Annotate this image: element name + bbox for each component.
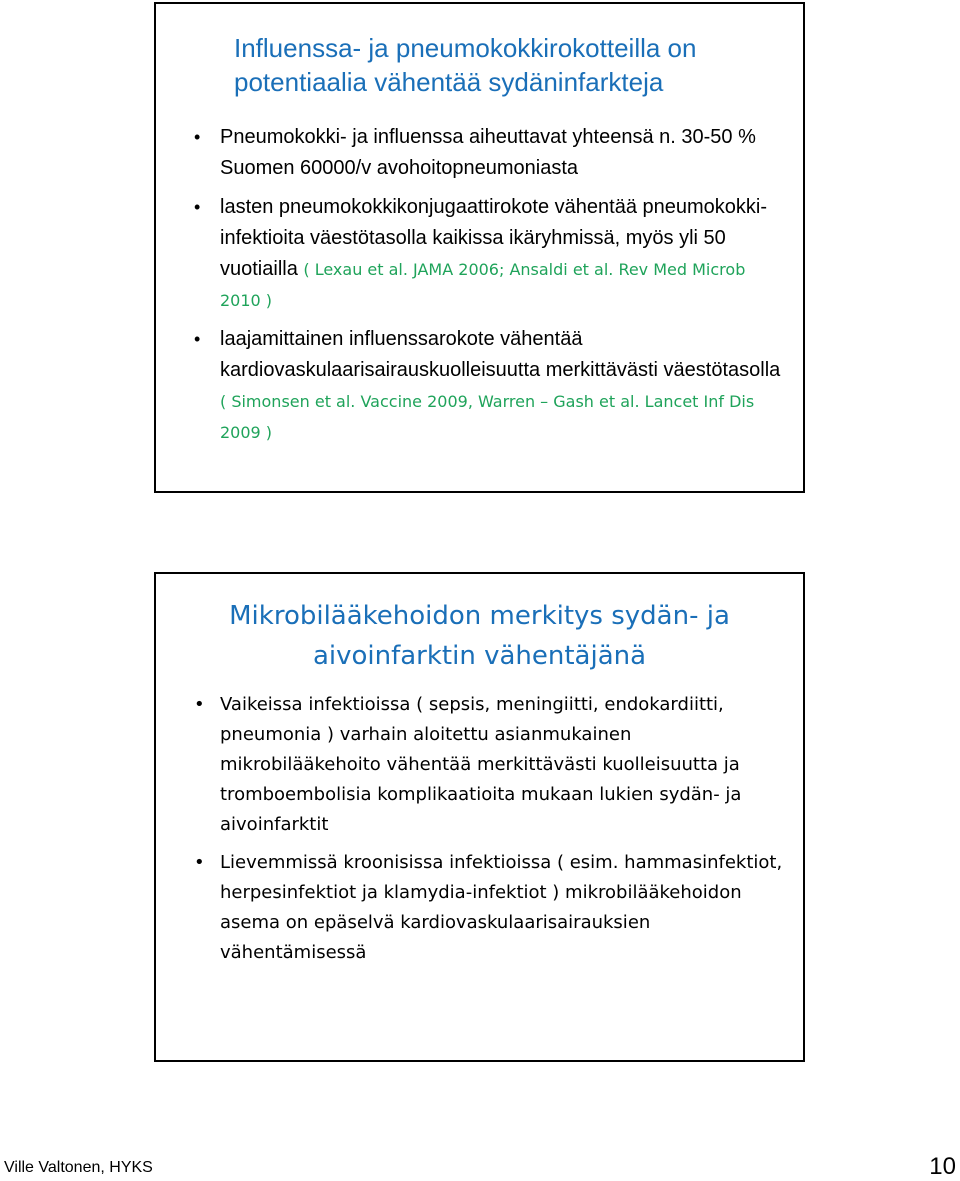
title-line-1: Influenssa- ja pneumokokkirokotteilla on xyxy=(234,33,697,63)
page-number: 10 xyxy=(929,1153,956,1180)
bullet-dot-icon: • xyxy=(194,694,205,715)
bullet-item xyxy=(194,192,784,316)
bullet-item xyxy=(194,122,784,184)
slide-antibiotics xyxy=(154,572,805,1062)
bullet-text: lasten pneumokokkikonjugaattirokote vähentää pneumokokki-infektioita väestötasolla kaikissa ikäryhmissä, myös yli 50 vuotiailla xyxy=(220,196,768,280)
bullet-text: Lievemmissä kroonisissa infektioissa ( esim. hammasinfektiot, herpesinfektiot ja klamydia-infektiot ) mikrobilääkehoidon asema on epäselvä kardiovaskulaarisairauksien vähentämisessä xyxy=(220,852,783,963)
citation: ( Lexau et al. JAMA 2006; Ansaldi et al. Rev Med Microb 2010 ) xyxy=(220,260,746,310)
footer-author: Ville Valtonen, HYKS xyxy=(4,1159,153,1176)
bullet-item xyxy=(194,690,784,840)
title-line-2: potentiaalia vähentää sydäninfarkteja xyxy=(234,67,664,97)
bullet-list xyxy=(194,122,784,456)
title-line-2: aivoinfarktin vähentäjänä xyxy=(312,641,647,671)
bullet-dot-icon: • xyxy=(194,127,201,147)
slide-title xyxy=(234,31,774,99)
bullet-item xyxy=(194,848,784,968)
bullet-item xyxy=(194,324,784,448)
bullet-text: laajamittainen influenssarokote vähentää kardiovaskulaarisairauskuolleisuutta merkittävästi väestötasolla xyxy=(220,328,781,381)
title-line-1: Mikrobilääkehoidon merkitys sydän- ja xyxy=(229,601,730,631)
slide-vaccines xyxy=(154,2,805,493)
bullet-dot-icon: • xyxy=(194,852,205,873)
slide-title xyxy=(156,596,803,676)
bullet-dot-icon: • xyxy=(194,197,201,217)
bullet-dot-icon: • xyxy=(194,329,201,349)
bullet-text: Pneumokokki- ja influenssa aiheuttavat yhteensä n. 30-50 % Suomen 60000/v avohoitopneumoniasta xyxy=(220,126,756,179)
bullet-list xyxy=(194,690,784,976)
bullet-text: Vaikeissa infektioissa ( sepsis, meningiitti, endokardiitti, pneumonia ) varhain aloitettu asianmukainen mikrobilääkehoito vähentää merkittävästi kuolleisuutta ja tromboembolisia komplikaatioita mukaan lukien sydän- ja aivoinfarktit xyxy=(220,694,742,835)
citation: ( Simonsen et al. Vaccine 2009, Warren – Gash et al. Lancet Inf Dis 2009 ) xyxy=(220,392,755,442)
